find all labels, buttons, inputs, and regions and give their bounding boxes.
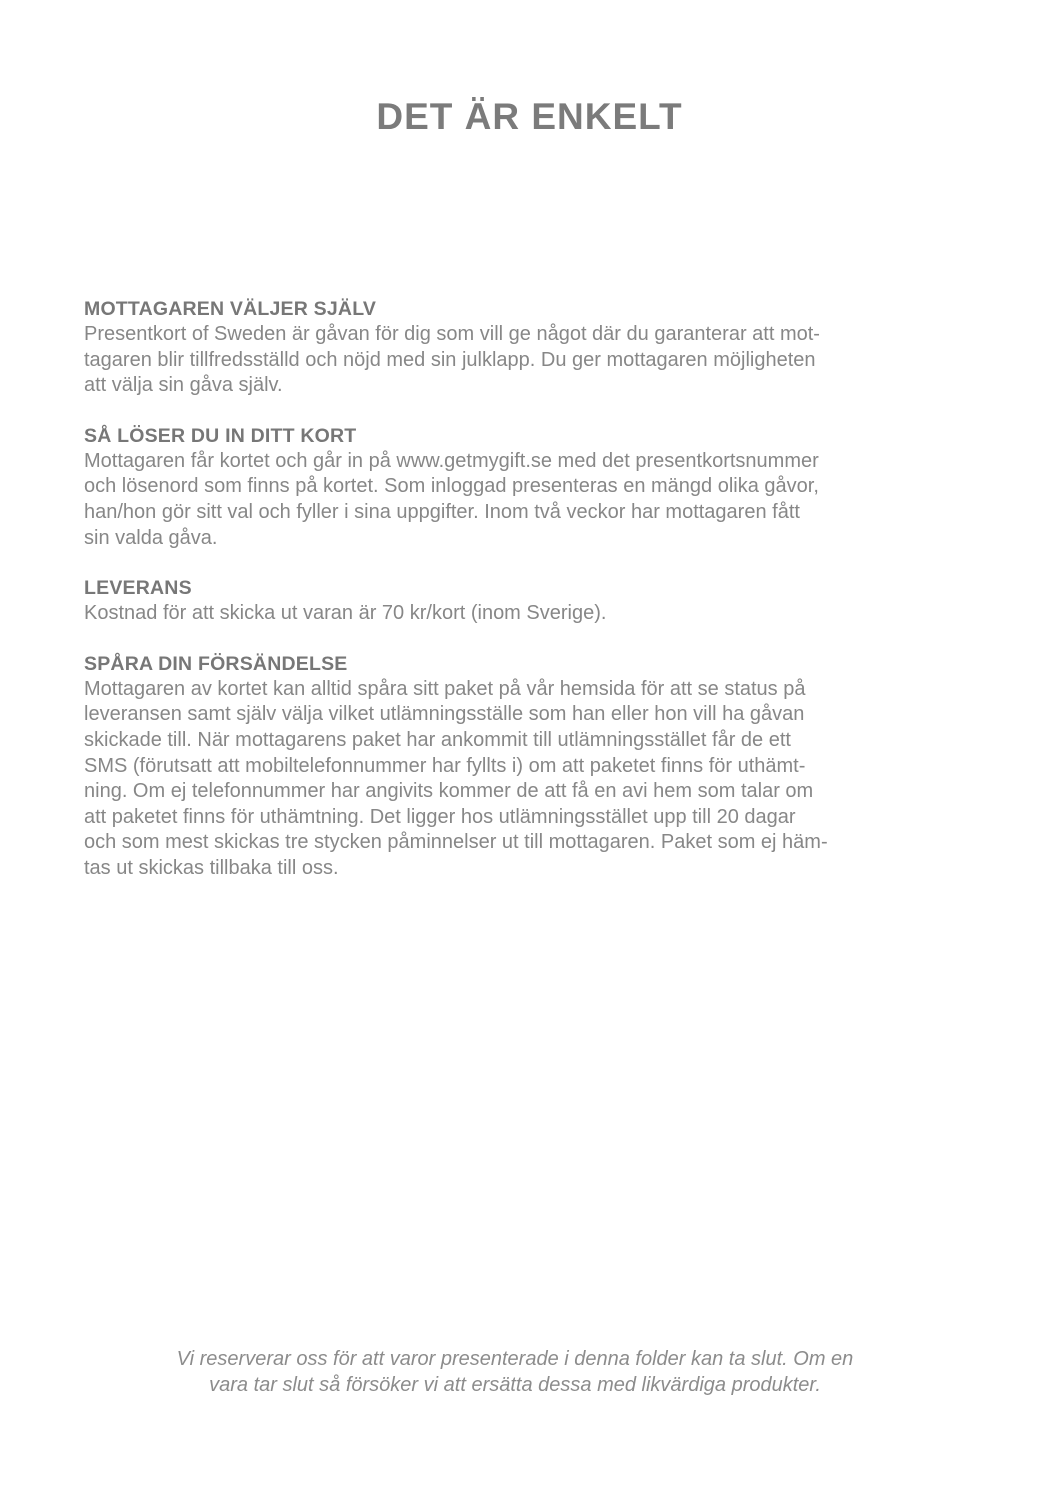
body-line: att paketet finns för uthämtning. Det ligger hos utlämningsstället upp till 20 dagar bbox=[84, 805, 796, 828]
body-line: Presentkort of Sweden är gåvan för dig som vill ge något där du garanterar att mot- bbox=[84, 323, 820, 345]
body-line: Mottagaren får kortet och går in på www.getmygift.se med det presentkortsnummer bbox=[84, 449, 819, 472]
body-line: sin valda gåva. bbox=[84, 526, 218, 549]
section-body bbox=[84, 601, 984, 627]
body-line: Kostnad för att skicka ut varan är 70 kr/kort (inom Sverige). bbox=[84, 602, 607, 625]
section-body bbox=[84, 677, 984, 882]
section-heading: SÅ LÖSER DU IN DITT KORT bbox=[84, 424, 357, 447]
body-line: och lösenord som finns på kortet. Som inloggad presenteras en mängd olika gåvor, bbox=[84, 475, 819, 498]
section-leverans bbox=[84, 575, 984, 627]
body-line: han/hon gör sitt val och fyller i sina uppgifter. Inom två veckor har mottagaren fått bbox=[84, 500, 800, 523]
footer-line: Vi reserverar oss för att varor presenterade i denna folder kan ta slut. Om en bbox=[176, 1348, 854, 1370]
body-line: Mottagaren av kortet kan alltid spåra sitt paket på vår hemsida för att se status på bbox=[84, 677, 806, 700]
footer-line: vara tar slut så försöker vi att ersätta dessa med likvärdiga produkter. bbox=[209, 1374, 821, 1396]
body-line: tas ut skickas tillbaka till oss. bbox=[84, 856, 339, 879]
section-body bbox=[84, 322, 984, 399]
body-line: tagaren blir tillfredsställd och nöjd med sin julklapp. Du ger mottagaren möjligheten bbox=[84, 348, 816, 371]
body-line: att välja sin gåva själv. bbox=[84, 374, 283, 397]
section-heading: SPÅRA DIN FÖRSÄNDELSE bbox=[84, 652, 348, 675]
body-line: och som mest skickas tre stycken påminnelser ut till mottagaren. Paket som ej häm- bbox=[84, 831, 828, 854]
section-sa-loser-du-in-ditt-kort bbox=[84, 423, 984, 551]
section-spara-din-forsandelse bbox=[84, 651, 984, 882]
section-heading: MOTTAGAREN VÄLJER SJÄLV bbox=[84, 298, 377, 320]
section-mottagaren-valjer-sjalv bbox=[84, 296, 984, 399]
body-line: skickade till. När mottagarens paket har ankommit till utlämningsstället får de ett bbox=[84, 728, 791, 751]
page-title: DET ÄR ENKELT bbox=[376, 96, 683, 137]
section-heading: LEVERANS bbox=[84, 577, 192, 600]
body-line: ning. Om ej telefonnummer har angivits kommer de att få en avi hem som talar om bbox=[84, 780, 814, 803]
content bbox=[84, 296, 984, 906]
body-line: leveransen samt själv välja vilket utlämningsställe som han eller hon vill ha gåvan bbox=[84, 703, 805, 726]
footer-disclaimer bbox=[0, 1346, 1030, 1398]
section-body bbox=[84, 449, 984, 551]
body-line: SMS (förutsatt att mobiltelefonnummer har fyllts i) om att paketet finns för uthämt- bbox=[84, 754, 806, 777]
